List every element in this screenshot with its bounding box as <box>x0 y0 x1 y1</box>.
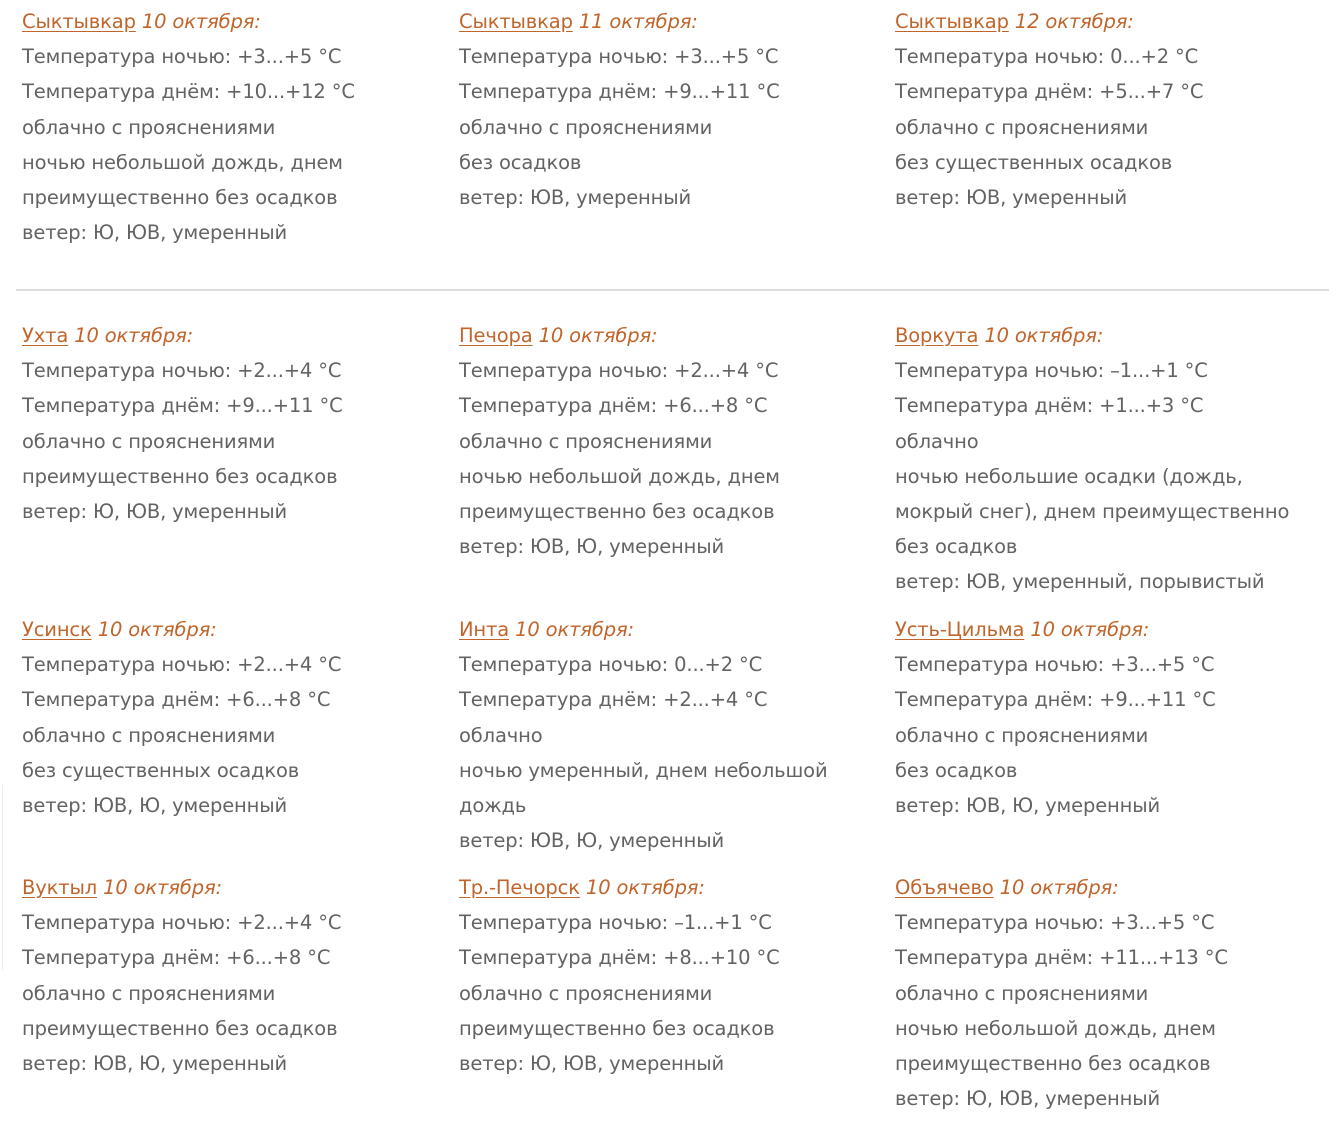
city-link[interactable]: Усть-Цильма <box>895 618 1025 641</box>
forecast-title <box>22 4 452 39</box>
weather-description: облачно с прояснениями <box>459 981 713 1005</box>
weather-description: ночью небольшой дождь, днем <box>895 1016 1216 1040</box>
night-temperature <box>895 647 1325 682</box>
day-temperature <box>459 74 889 109</box>
forecast-title <box>22 318 452 353</box>
forecast-title <box>459 612 889 647</box>
forecast-date: 10 октября: <box>585 876 705 899</box>
day-temperature-label: Температура днём: <box>895 946 1100 970</box>
forecast-block <box>895 318 1325 600</box>
day-temperature <box>22 74 452 109</box>
day-temperature-label: Температура днём: <box>895 80 1100 104</box>
wind-info: ветер: ЮВ, Ю, умеренный <box>22 1051 288 1075</box>
night-temperature <box>22 39 452 74</box>
night-temperature-value: +3...+5 °C <box>674 45 779 69</box>
weather-description: ночью умеренный, днем небольшой <box>459 758 828 782</box>
weather-description: преимущественно без осадков <box>459 1016 775 1040</box>
day-temperature-value: +6...+8 °C <box>226 946 331 970</box>
city-link[interactable]: Усинск <box>22 618 92 641</box>
day-temperature-label: Температура днём: <box>22 80 227 104</box>
night-temperature <box>895 353 1325 388</box>
weather-description: преимущественно без осадков <box>22 464 338 488</box>
night-temperature-label: Температура ночью: <box>22 911 238 935</box>
weather-description: преимущественно без осадков <box>895 1051 1211 1075</box>
forecast-block <box>459 612 889 858</box>
day-temperature-value: +11...+13 °C <box>1099 946 1228 970</box>
night-temperature-value: +2...+4 °C <box>674 359 779 383</box>
forecast-block <box>895 4 1325 215</box>
weather-description: преимущественно без осадков <box>22 185 338 209</box>
day-temperature-value: +6...+8 °C <box>663 394 768 418</box>
wind-info: ветер: Ю, ЮВ, умеренный <box>459 1051 725 1075</box>
weather-description: без осадков <box>459 150 582 174</box>
day-temperature-value: +9...+11 °C <box>663 80 780 104</box>
city-link[interactable]: Сыктывкар <box>895 10 1009 33</box>
forecast-date: 12 октября: <box>1014 10 1134 33</box>
city-link[interactable]: Объячево <box>895 876 994 899</box>
weather-description: облачно с прояснениями <box>895 115 1149 139</box>
night-temperature-value: –1...+1 °C <box>674 911 772 935</box>
day-temperature <box>22 682 452 717</box>
night-temperature-value: 0...+2 °C <box>674 653 763 677</box>
night-temperature-value: +2...+4 °C <box>237 359 342 383</box>
day-temperature <box>22 388 452 423</box>
day-temperature-label: Температура днём: <box>459 80 664 104</box>
forecast-title <box>895 318 1325 353</box>
night-temperature-value: +3...+5 °C <box>1110 653 1215 677</box>
day-temperature-label: Температура днём: <box>459 946 664 970</box>
forecast-date: 10 октября: <box>515 618 634 641</box>
city-link[interactable]: Сыктывкар <box>22 10 136 33</box>
day-temperature <box>459 940 889 975</box>
day-temperature <box>895 388 1325 423</box>
forecast-block <box>22 4 452 250</box>
forecast-date: 11 октября: <box>578 10 698 33</box>
day-temperature-label: Температура днём: <box>22 394 227 418</box>
night-temperature-label: Температура ночью: <box>895 653 1111 677</box>
wind-info: ветер: Ю, ЮВ, умеренный <box>22 499 288 523</box>
forecast-block <box>895 870 1325 1116</box>
weather-description: облачно <box>459 723 543 747</box>
night-temperature-label: Температура ночью: <box>459 653 675 677</box>
wind-info: ветер: ЮВ, умеренный, порывистый <box>895 570 1265 594</box>
weather-description: облачно с прояснениями <box>22 115 276 139</box>
forecast-block <box>459 4 889 215</box>
weather-description: преимущественно без осадков <box>459 499 775 523</box>
city-link[interactable]: Воркута <box>895 324 979 347</box>
weather-description: облачно с прояснениями <box>895 981 1149 1005</box>
forecast-date: 10 октября: <box>97 618 217 641</box>
day-temperature-label: Температура днём: <box>22 946 227 970</box>
day-temperature <box>22 940 452 975</box>
city-link[interactable]: Вуктыл <box>22 876 98 899</box>
weather-description: облачно с прояснениями <box>22 981 276 1005</box>
weather-description: без существенных осадков <box>22 758 300 782</box>
day-temperature-value: +9...+11 °C <box>1099 688 1216 712</box>
night-temperature-value: 0...+2 °C <box>1110 45 1199 69</box>
forecast-block <box>459 318 889 564</box>
wind-info: ветер: Ю, ЮВ, умеренный <box>895 1087 1161 1111</box>
forecast-date: 10 октября: <box>103 876 222 899</box>
wind-info: ветер: ЮВ, умеренный <box>459 185 692 209</box>
day-temperature <box>459 388 889 423</box>
forecast-date: 10 октября: <box>538 324 658 347</box>
night-temperature-value: +3...+5 °C <box>1110 911 1215 935</box>
weather-description: облачно с прояснениями <box>459 429 713 453</box>
night-temperature-value: –1...+1 °C <box>1110 359 1208 383</box>
day-temperature-value: +8...+10 °C <box>663 946 780 970</box>
weather-description: без осадков <box>895 535 1018 559</box>
night-temperature <box>459 647 889 682</box>
day-temperature-value: +1...+3 °C <box>1099 394 1204 418</box>
wind-info: ветер: ЮВ, умеренный <box>895 185 1128 209</box>
weather-description: ночью небольшой дождь, днем <box>459 464 780 488</box>
day-temperature-value: +5...+7 °C <box>1099 80 1204 104</box>
weather-description: облачно с прояснениями <box>22 429 276 453</box>
night-temperature <box>459 353 889 388</box>
night-temperature-value: +3...+5 °C <box>237 45 342 69</box>
forecast-block <box>459 870 889 1081</box>
weather-description: без существенных осадков <box>895 150 1173 174</box>
wind-info: ветер: ЮВ, Ю, умеренный <box>22 793 288 817</box>
wind-info: ветер: ЮВ, Ю, умеренный <box>459 829 725 853</box>
forecast-date: 10 октября: <box>999 876 1119 899</box>
forecast-date: 10 октября: <box>141 10 261 33</box>
day-temperature-label: Температура днём: <box>459 688 664 712</box>
night-temperature-label: Температура ночью: <box>459 911 675 935</box>
wind-info: ветер: ЮВ, Ю, умеренный <box>895 793 1161 817</box>
weather-description: преимущественно без осадков <box>22 1016 338 1040</box>
forecast-title <box>895 4 1325 39</box>
night-temperature-label: Температура ночью: <box>22 653 238 677</box>
city-link[interactable]: Сыктывкар <box>459 10 573 33</box>
night-temperature-label: Температура ночью: <box>459 45 675 69</box>
night-temperature-label: Температура ночью: <box>22 45 238 69</box>
night-temperature <box>895 39 1325 74</box>
day-temperature-value: +6...+8 °C <box>226 688 331 712</box>
day-temperature <box>895 74 1325 109</box>
city-link[interactable]: Ухта <box>22 324 69 347</box>
night-temperature <box>459 905 889 940</box>
weather-description: без осадков <box>895 758 1018 782</box>
forecast-date: 10 октября: <box>1030 618 1150 641</box>
forecast-title <box>459 870 889 905</box>
forecast-block <box>22 870 452 1081</box>
forecast-block <box>22 612 452 823</box>
day-temperature-value: +10...+12 °C <box>226 80 355 104</box>
day-temperature-label: Температура днём: <box>895 688 1100 712</box>
night-temperature-label: Температура ночью: <box>459 359 675 383</box>
day-temperature <box>895 682 1325 717</box>
city-link[interactable]: Тр.-Печорск <box>459 876 580 899</box>
night-temperature-value: +2...+4 °C <box>237 911 342 935</box>
forecast-title <box>22 612 452 647</box>
forecast-date: 10 октября: <box>74 324 194 347</box>
forecast-title <box>459 4 889 39</box>
weather-description: облачно с прояснениями <box>459 115 713 139</box>
day-temperature-label: Температура днём: <box>459 394 664 418</box>
forecast-block <box>895 612 1325 823</box>
left-edge-line <box>2 785 3 970</box>
night-temperature <box>895 905 1325 940</box>
forecast-title <box>22 870 452 905</box>
city-link[interactable]: Печора <box>459 324 533 347</box>
weather-description: облачно с прояснениями <box>895 723 1149 747</box>
forecast-date: 10 октября: <box>984 324 1104 347</box>
day-temperature <box>895 940 1325 975</box>
forecast-title <box>459 318 889 353</box>
weather-description: мокрый снег), днем преимущественно <box>895 499 1290 523</box>
night-temperature <box>22 647 452 682</box>
night-temperature <box>22 353 452 388</box>
weather-description: дождь <box>459 793 527 817</box>
forecast-block <box>22 318 452 529</box>
wind-info: ветер: ЮВ, Ю, умеренный <box>459 535 725 559</box>
day-temperature <box>459 682 889 717</box>
night-temperature <box>459 39 889 74</box>
city-link[interactable]: Инта <box>459 618 510 641</box>
night-temperature-label: Температура ночью: <box>895 45 1111 69</box>
forecast-title <box>895 870 1325 905</box>
night-temperature-value: +2...+4 °C <box>237 653 342 677</box>
night-temperature-label: Температура ночью: <box>895 911 1111 935</box>
weather-description: облачно <box>895 429 979 453</box>
forecast-title <box>895 612 1325 647</box>
day-temperature-value: +9...+11 °C <box>226 394 343 418</box>
weather-description: облачно с прояснениями <box>22 723 276 747</box>
day-temperature-label: Температура днём: <box>895 394 1100 418</box>
weather-description: ночью небольшой дождь, днем <box>22 150 343 174</box>
day-temperature-label: Температура днём: <box>22 688 227 712</box>
night-temperature-label: Температура ночью: <box>895 359 1111 383</box>
section-divider <box>16 289 1329 291</box>
wind-info: ветер: Ю, ЮВ, умеренный <box>22 221 288 245</box>
day-temperature-value: +2...+4 °C <box>663 688 768 712</box>
weather-description: ночью небольшие осадки (дождь, <box>895 464 1243 488</box>
night-temperature <box>22 905 452 940</box>
night-temperature-label: Температура ночью: <box>22 359 238 383</box>
